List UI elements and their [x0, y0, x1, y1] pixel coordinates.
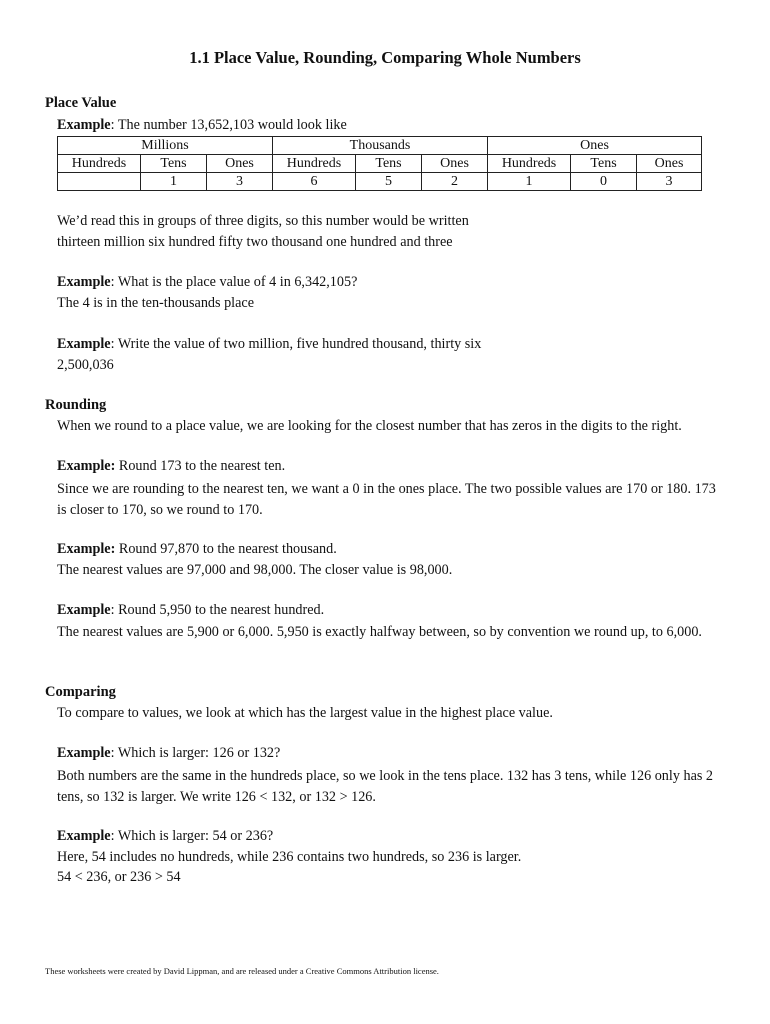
group-header-ones: Ones	[488, 137, 702, 155]
example-text: : Which is larger: 54 or 236?	[110, 828, 274, 844]
example-answer: 54 < 236, or 236 > 54	[57, 869, 181, 885]
column-header: Ones	[637, 155, 702, 173]
example-answer: The nearest values are 5,900 or 6,000. 5,950 is exactly halfway between, so by convention we round up, to 6,000.	[57, 624, 702, 640]
reading-explanation-line-1: We’d read this in groups of three digits, so this number would be written	[57, 213, 469, 229]
column-header: Hundreds	[488, 155, 571, 173]
example-label: Example:	[57, 541, 116, 557]
example-label: Example	[57, 828, 111, 844]
example-label: Example	[57, 336, 111, 352]
example-answer: 2,500,036	[57, 357, 114, 373]
group-header-millions: Millions	[58, 137, 273, 155]
table-group-row	[58, 137, 702, 155]
column-header: Ones	[207, 155, 273, 173]
example-text: : Which is larger: 126 or 132?	[110, 745, 281, 761]
example-label: Example	[57, 745, 111, 761]
place-value-example-1	[57, 117, 347, 134]
example-text: : The number 13,652,103 would look like	[110, 117, 347, 133]
place-value-example-2	[57, 274, 357, 291]
page-title: 1.1 Place Value, Rounding, Comparing Whole Numbers	[189, 48, 581, 67]
place-value-table	[57, 136, 702, 191]
comparing-example-1	[57, 745, 280, 762]
example-answer: The nearest values are 97,000 and 98,000. The closer value is 98,000.	[57, 562, 453, 578]
column-header: Tens	[356, 155, 422, 173]
group-header-thousands: Thousands	[273, 137, 488, 155]
column-header: Tens	[571, 155, 637, 173]
example-answer: Since we are rounding to the nearest ten, we want a 0 in the ones place. The two possible values are 170 or 180. 173 is closer to 170, so we round to 170.	[57, 481, 716, 518]
rounding-example-2	[57, 541, 337, 558]
section-heading-rounding: Rounding	[45, 397, 107, 413]
column-header: Hundreds	[58, 155, 141, 173]
rounding-example-3	[57, 602, 324, 619]
place-value-example-3	[57, 336, 481, 353]
digit-cell: 3	[637, 173, 702, 191]
example-text: Round 97,870 to the nearest thousand.	[115, 541, 337, 557]
table-digit-row	[58, 173, 702, 191]
section-heading-place-value: Place Value	[45, 95, 117, 111]
reading-explanation-line-2: thirteen million six hundred fifty two thousand one hundred and three	[57, 234, 453, 250]
rounding-example-1	[57, 458, 285, 475]
example-label: Example	[57, 117, 111, 133]
column-header: Tens	[141, 155, 207, 173]
column-header: Ones	[422, 155, 488, 173]
example-label: Example	[57, 274, 111, 290]
example-text: : Round 5,950 to the nearest hundred.	[110, 602, 325, 618]
example-text: : Write the value of two million, five hundred thousand, thirty six	[110, 336, 482, 352]
example-text: : What is the place value of 4 in 6,342,105?	[110, 274, 358, 290]
example-text: Round 173 to the nearest ten.	[115, 458, 286, 474]
example-answer: The 4 is in the ten-thousands place	[57, 295, 254, 311]
example-label: Example	[57, 602, 111, 618]
comparing-intro: To compare to values, we look at which has the largest value in the highest place value.	[57, 705, 553, 721]
license-footer: These worksheets were created by David Lippman, and are released under a Creative Commons Attribution license.	[45, 966, 439, 976]
digit-cell: 0	[571, 173, 637, 191]
digit-cell: 6	[273, 173, 356, 191]
table-column-row	[58, 155, 702, 173]
example-label: Example:	[57, 458, 116, 474]
digit-cell: 1	[488, 173, 571, 191]
comparing-example-2	[57, 828, 273, 845]
column-header: Hundreds	[273, 155, 356, 173]
digit-cell: 3	[207, 173, 273, 191]
digit-cell	[58, 173, 141, 191]
rounding-intro: When we round to a place value, we are looking for the closest number that has zeros in the digits to the right.	[57, 418, 682, 434]
example-answer: Both numbers are the same in the hundreds place, so we look in the tens place. 132 has 3 tens, while 126 only has 2 tens, so 132 is larger. We write 126 < 132, or 132 > 126.	[57, 768, 714, 805]
digit-cell: 1	[141, 173, 207, 191]
digit-cell: 5	[356, 173, 422, 191]
digit-cell: 2	[422, 173, 488, 191]
section-heading-comparing: Comparing	[45, 684, 116, 700]
example-answer: Here, 54 includes no hundreds, while 236 contains two hundreds, so 236 is larger.	[57, 849, 522, 865]
